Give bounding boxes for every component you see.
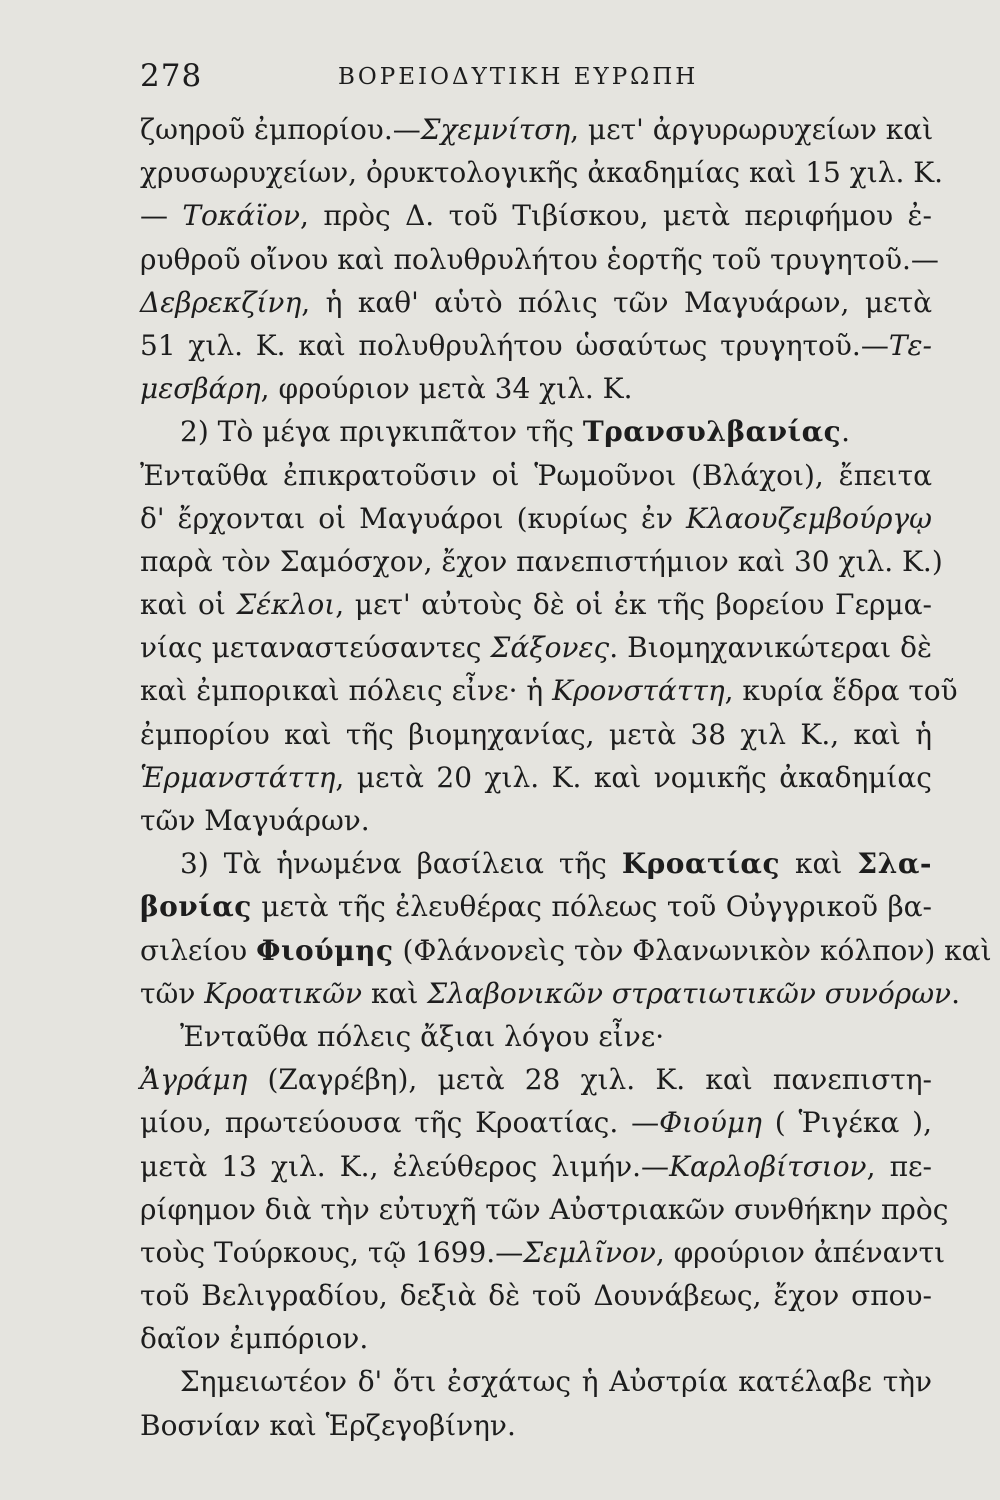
bold-text: Κροατίας	[621, 847, 781, 881]
italic-text: Σεμλῖνον	[523, 1235, 656, 1269]
page-number: 278	[140, 58, 203, 94]
text-run: μίου, πρωτεύουσα τῆς Κροατίας. —	[140, 1106, 660, 1140]
text-line	[140, 583, 932, 626]
text-run: Σημειωτέον δ' ὅτι ἐσχάτως ἡ Αὐστρία κατέλαβε τὴν	[180, 1365, 932, 1399]
text-line	[140, 713, 932, 756]
text-run: (Φλάνονεὶς τὸν Φλανωνικὸν κόλπον) καὶ	[393, 933, 992, 967]
text-run: τῶν Μαγυάρων.	[140, 804, 370, 837]
bold-text: Φιούμης	[256, 933, 394, 967]
text-run: , πρὸς Δ. τοῦ Τιβίσκου, μετὰ περιφήμου ἐ-	[300, 199, 933, 233]
italic-text: Κροατικῶν	[204, 976, 363, 1010]
text-line	[140, 885, 932, 928]
text-run: μετὰ τῆς ἐλευθέρας πόλεως τοῦ Οὐγγρικοῦ βα-	[251, 890, 932, 924]
italic-text: μεσβάρη	[140, 372, 261, 406]
text-run: , μετ' αὐτοὺς δὲ οἱ ἐκ τῆς βορείου Γερμα-	[335, 588, 932, 622]
text-line	[140, 1274, 932, 1317]
text-run: δ' ἔρχονται οἱ Μαγυάροι (κυρίως ἐν	[140, 501, 687, 535]
text-run: ρίφημον διὰ τὴν εὐτυχῆ τῶν Αὐστριακῶν συνθήκην πρὸς	[140, 1192, 949, 1226]
italic-text: Δεβρεκζίνη	[140, 285, 302, 319]
text-run: καὶ	[362, 976, 428, 1010]
text-run: νίας μεταναστεύσαντες	[140, 631, 491, 665]
italic-text: Ἑρμανστάττη	[140, 760, 336, 794]
text-run: . Βιομηχανικώτεραι δὲ	[609, 631, 932, 665]
italic-text: Σάξονες	[490, 631, 610, 665]
text-line	[140, 669, 958, 712]
text-run: δαῖον ἐμπόριον.	[140, 1322, 369, 1356]
text-line	[140, 799, 932, 842]
text-line	[140, 454, 932, 497]
text-run: , κυρία ἕδρα τοῦ	[724, 674, 958, 708]
text-line	[140, 1188, 949, 1231]
italic-text: Σέκλοι	[236, 588, 336, 622]
text-line	[140, 1015, 932, 1058]
text-line	[140, 626, 932, 669]
text-line	[140, 972, 960, 1015]
text-line	[140, 1101, 932, 1144]
text-run: χρυσωρυχείων, ὀρυκτολογικῆς ἀκαδημίας καὶ 15 χιλ. Κ.	[140, 156, 944, 190]
text-run: καὶ οἱ	[140, 588, 237, 622]
text-run: Ἐνταῦθα πόλεις ἄξιαι λόγου εἶνε·	[180, 1019, 665, 1053]
text-run: καὶ ἐμπορικαὶ πόλεις εἶνε· ἡ	[140, 674, 553, 708]
text-run: ρυθροῦ οἴνου καὶ πολυθρυλήτου ἑορτῆς τοῦ τρυγητοῦ.—	[140, 242, 939, 276]
text-run: , ἡ καθ' αὑτὸ πόλις τῶν Μαγυάρων, μετὰ	[301, 285, 932, 319]
text-line	[140, 324, 932, 367]
italic-text: Σλαβονικῶν στρατιωτικῶν συνόρων	[427, 976, 952, 1010]
text-run: .	[841, 415, 851, 449]
text-run: τοὺς Τούρκους, τῷ 1699.—	[140, 1235, 524, 1269]
bold-text: Τρανσυλβανίας	[582, 415, 842, 449]
text-line	[140, 497, 932, 540]
text-line	[140, 1317, 932, 1360]
text-run: Ἐνταῦθα ἐπικρατοῦσιν οἱ Ῥωμοῦνοι (Βλάχοι), ἔπειτα	[140, 458, 932, 492]
text-run: τοῦ Βελιγραδίου, δεξιὰ δὲ τοῦ Δουνάβεως, ἔχον σπου-	[140, 1279, 932, 1313]
italic-text: Κλαουζεμβούργῳ	[686, 501, 932, 535]
text-run: ζωηροῦ ἐμπορίου.—	[140, 113, 421, 146]
text-run: παρὰ τὸν Σαμόσχον, ἔχον πανεπιστήμιον καὶ 30 χιλ. Κ.)	[140, 544, 943, 578]
bold-text: Σλα-	[857, 847, 933, 881]
text-line	[140, 151, 944, 194]
text-line	[140, 1404, 932, 1447]
text-run: 51 χιλ. Κ. καὶ πολυθρυλήτου ὡσαύτως τρυγητοῦ.—	[140, 328, 889, 362]
italic-text: Σχεμνίτση	[420, 113, 571, 146]
text-run: 3) Τὰ ἡνωμένα βασίλεια τῆς	[180, 847, 622, 881]
text-run: , φρούριον ἀπέναντι	[655, 1235, 946, 1269]
text-line	[140, 1145, 932, 1188]
text-line	[140, 1360, 932, 1403]
text-run: .	[951, 976, 960, 1010]
text-run: (Ζαγρέβη), μετὰ 28 χιλ. Κ. καὶ πανεπιστη-	[247, 1063, 932, 1097]
text-run: , πε-	[866, 1149, 933, 1183]
text-line	[140, 756, 932, 799]
italic-text: Τοκάϊον	[182, 199, 301, 233]
text-line	[140, 194, 932, 237]
italic-text: Καρλοβίτσιον	[669, 1149, 867, 1183]
italic-text: Ἀγράμη	[140, 1063, 248, 1097]
text-line	[140, 929, 992, 972]
text-run: καὶ	[780, 847, 858, 881]
text-run: —	[140, 199, 183, 233]
text-run: μετὰ 13 χιλ. Κ., ἐλεύθερος λιμήν.—	[140, 1149, 670, 1183]
text-run: , μετ' ἀργυρωρυχείων καὶ	[570, 113, 934, 146]
text-line	[140, 842, 932, 885]
text-run: 2) Τὸ μέγα πριγκιπᾶτον τῆς	[180, 415, 583, 449]
text-run: ἐμπορίου καὶ τῆς βιομηχανίας, μετὰ 38 χιλ Κ., καὶ ἡ	[140, 717, 932, 751]
text-line	[140, 1058, 932, 1101]
page-header	[140, 58, 940, 98]
text-run: ( Ῥιγέκα ),	[761, 1106, 932, 1140]
text-run: τῶν	[140, 976, 205, 1010]
bold-text: βονίας	[140, 890, 252, 924]
text-line	[140, 108, 932, 151]
page-body	[140, 108, 992, 1447]
text-line	[140, 238, 939, 281]
italic-text: Φιούμη	[659, 1106, 762, 1140]
text-line	[140, 540, 943, 583]
text-run: σιλείου	[140, 933, 257, 967]
text-line	[140, 281, 932, 324]
italic-text: Τε-	[888, 328, 932, 362]
italic-text: Κρονστάττη	[552, 674, 725, 708]
text-line	[140, 410, 932, 453]
text-run: , φρούριον μετὰ 34 χιλ. Κ.	[260, 372, 633, 406]
text-line	[140, 1231, 946, 1274]
text-line	[140, 367, 932, 410]
running-head: ΒΟΡΕΙΟΔΥΤΙΚΗ ΕΥΡΩΠΗ	[338, 64, 699, 90]
text-run: Βοσνίαν καὶ Ἑρζεγοβίνην.	[140, 1408, 516, 1442]
text-run: , μετὰ 20 χιλ. Κ. καὶ νομικῆς ἀκαδημίας	[335, 760, 932, 794]
